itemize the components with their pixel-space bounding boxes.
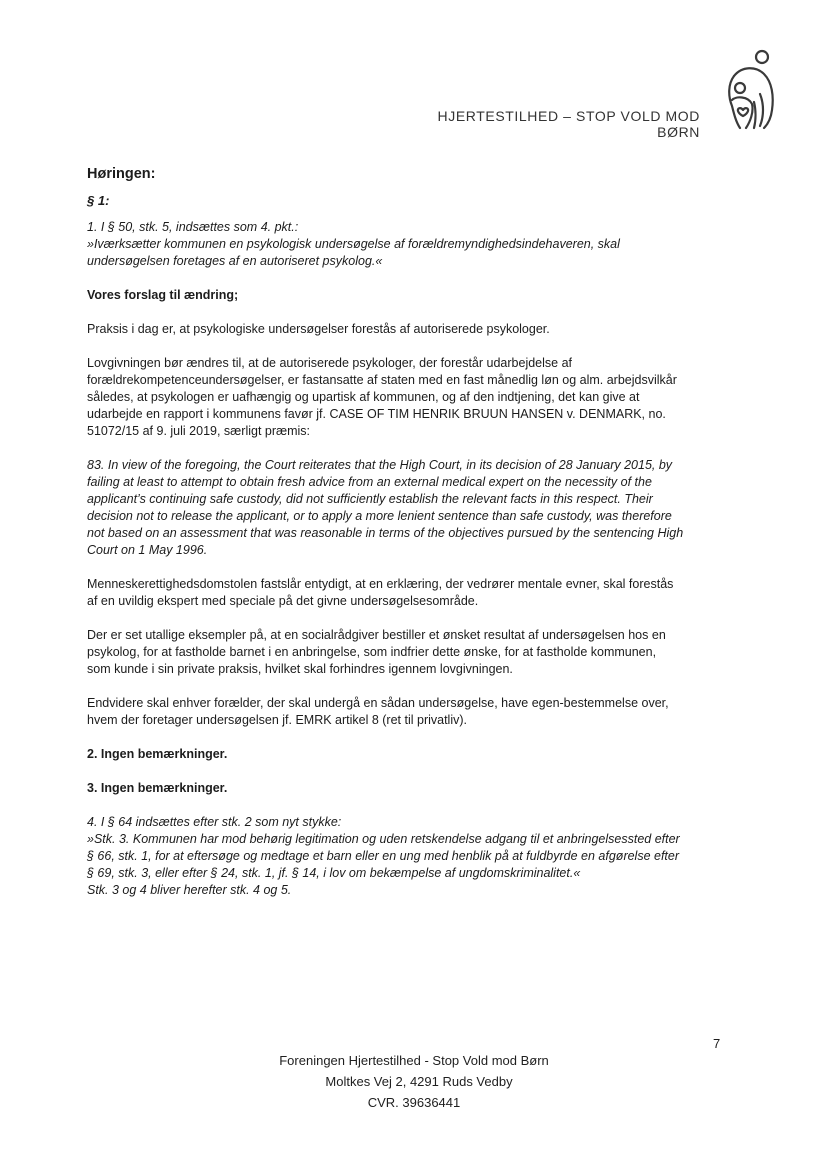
document-body: [87, 166, 729, 916]
heading: Høringen:: [87, 166, 156, 182]
item-1-ref: 1. I § 50, stk. 5, indsættes som 4. pkt.:: [87, 220, 299, 234]
paragraph-line: psykolog, for at fastholde barnet i en anbringelse, som indfrier dette ønske, for at fastholde kommunen,: [87, 645, 657, 659]
paragraph-court: [87, 576, 729, 610]
parent-child-heart-logo-icon: [720, 44, 780, 132]
item-4-block: [87, 814, 729, 899]
paragraph-line: af en uvildig ekspert med speciale på det givne undersøgelsesområde.: [87, 594, 479, 608]
item-3: 3. Ingen bemærkninger.: [87, 781, 228, 795]
item-4-quote-line: § 66, stk. 1, for at eftersøge og medtage et barn eller en ung med henblik på at fuldbyrde en afgørelse efter: [87, 849, 680, 863]
paragraph-examples: [87, 627, 729, 678]
paragraph-practice: Praksis i dag er, at psykologiske undersøgelser forestås af autoriserede psykologer.: [87, 322, 550, 336]
paragraph-line: således, at psykologen er uafhængig og upartisk af kommunen, og af den indtjening, det kan give at: [87, 390, 640, 404]
paragraph-line: Menneskerettighedsdomstolen fastslår entydigt, at en erklæring, der vedrører mentale evner, skal forestås: [87, 577, 674, 591]
item-2: 2. Ingen bemærkninger.: [87, 747, 228, 761]
court-quote-line: applicant’s continuing safe custody, did not sufficiently establish the relevant facts in this respect. Their: [87, 492, 653, 506]
paragraph-line: Lovgivningen bør ændres til, at de autoriserede psykologer, der forestår udarbejdelse af: [87, 356, 573, 370]
footer-org: Foreningen Hjertestilhed - Stop Vold mod Børn: [279, 1053, 549, 1068]
header-title: HJERTESTILHED – STOP VOLD MOD BØRN: [437, 108, 700, 140]
item-1-quote-line: »Iværksætter kommunen en psykologisk undersøgelse af forældremyndighedsindehaveren, skal: [87, 237, 620, 251]
paragraph-line: Endvidere skal enhver forælder, der skal undergå en sådan undersøgelse, have egen-bestemmelse over,: [87, 696, 669, 710]
section-label: § 1:: [87, 193, 110, 208]
footer-address: Moltkes Vej 2, 4291 Ruds Vedby: [325, 1074, 513, 1089]
paragraph-line: 51072/15 af 9. juli 2019, særligt præmis:: [87, 424, 311, 438]
paragraph-line: forældrekompetenceundersøgelser, er fastansatte af staten med en fast månedlig løn og alm. arbejdsvilkår: [87, 373, 677, 387]
court-quote: [87, 457, 729, 559]
item-4-ref: 4. I § 64 indsættes efter stk. 2 som nyt stykke:: [87, 815, 342, 829]
item-4-quote-line: § 69, stk. 3, eller efter § 24, stk. 1, jf. § 14, i lov om bekæmpelse af ungdomskriminalitet.«: [87, 866, 581, 880]
paragraph-line: Der er set utallige eksempler på, at en socialrådgiver bestiller et ønsket resultat af undersøgelsen hos en: [87, 628, 666, 642]
item-4-quote-line: Stk. 3 og 4 bliver herefter stk. 4 og 5.: [87, 883, 292, 897]
footer-cvr: CVR. 39636441: [367, 1095, 461, 1110]
court-quote-line: not based on an assessment that was reasonable in terms of the objectives pursued by the sentencing High: [87, 526, 684, 540]
court-quote-line: Court on 1 May 1996.: [87, 543, 208, 557]
court-quote-line: failing at least to attempt to obtain fresh advice from an external medical expert on the necessity of the: [87, 475, 652, 489]
paragraph-line: hvem der foretager undersøgelsen jf. EMRK artikel 8 (ret til privatliv).: [87, 713, 467, 727]
footer: [0, 1050, 828, 1113]
paragraph-parents: [87, 695, 729, 729]
court-quote-line: decision not to release the applicant, or to apply a more lenient sentence than safe custody, was therefore: [87, 509, 672, 523]
court-quote-line: 83. In view of the foregoing, the Court reiterates that the High Court, in its decision of 28 January 2015, by: [87, 458, 673, 472]
item-4-quote-line: »Stk. 3. Kommunen har mod behørig legitimation og uden retskendelse adgang til et anbringelsessted efter: [87, 832, 680, 846]
paragraph-law: [87, 355, 729, 440]
paragraph-line: som kunde i sin private praksis, hvilket skal forhindres igennem lovgivningen.: [87, 662, 513, 676]
page-number: 7: [713, 1036, 721, 1051]
item-1-block: [87, 219, 729, 270]
paragraph-line: udarbejde en rapport i kommunens favør jf. CASE OF TIM HENRIK BRUUN HANSEN v. DENMARK, no.: [87, 407, 666, 421]
proposal-heading: Vores forslag til ændring;: [87, 288, 239, 302]
item-1-quote-line: undersøgelsen foretages af en autoriseret psykolog.«: [87, 254, 383, 268]
